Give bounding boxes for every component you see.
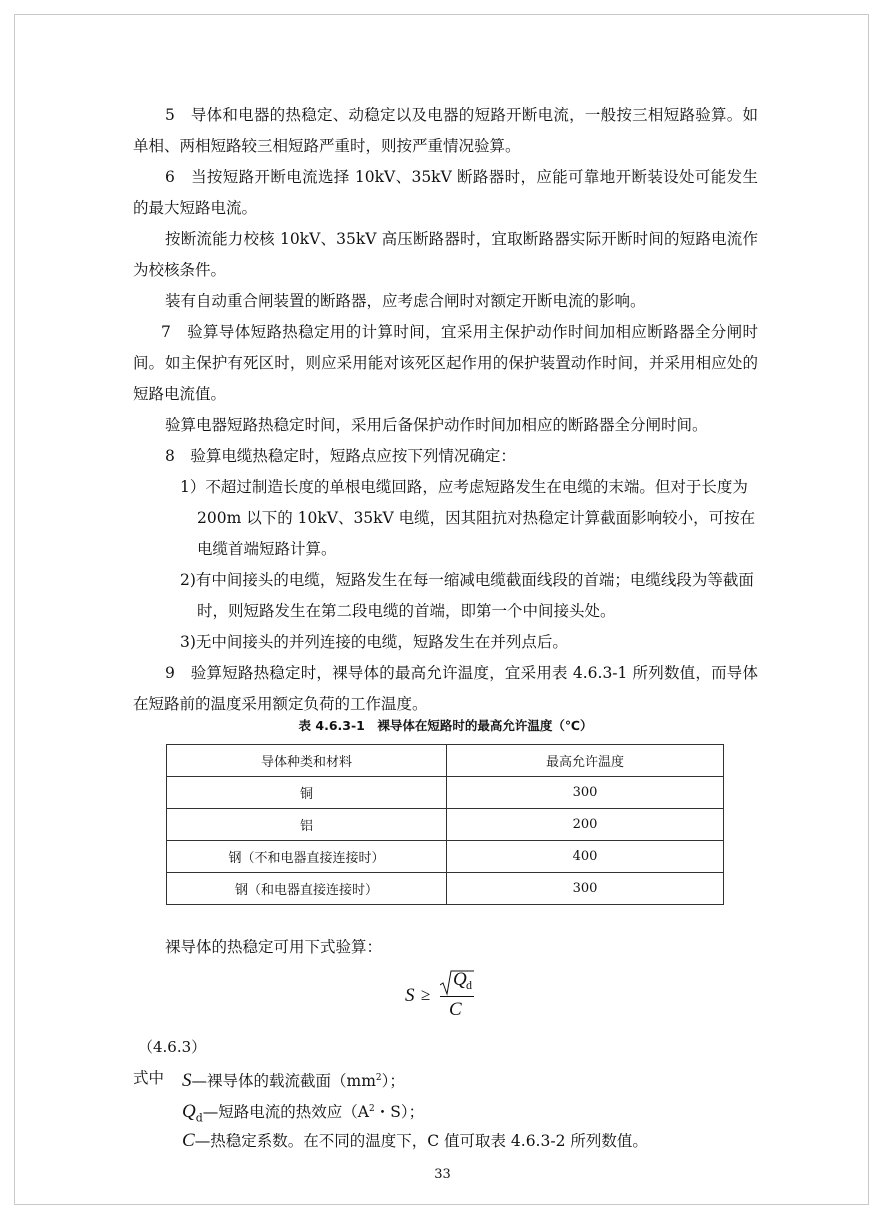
- table-row: [167, 809, 724, 841]
- definition-q-text: —短路电流的热效应（A: [202, 1103, 369, 1122]
- table-row: [167, 841, 724, 873]
- table-cell: 300: [447, 777, 724, 809]
- symbol-q-subscript: d: [195, 1111, 203, 1125]
- paragraph-9: 9 验算短路热稳定时，裸导体的最高允许温度，宜采用表 4.6.3-1 所列数值，而导体在短路前的温度采用额定负荷的工作温度。: [133, 664, 758, 713]
- paragraph-7c: 验算电器短路热稳定时间，采用后备保护动作时间加相应的断路器全分闸时间。: [165, 416, 708, 434]
- definition-s: [182, 1063, 405, 1097]
- definition-s-text: —裸导体的载流截面（mm: [191, 1072, 376, 1091]
- formula-numerator-symbol: Q: [453, 969, 467, 990]
- formula-relation: ≥: [421, 985, 431, 1004]
- page-number: 33: [434, 1167, 451, 1182]
- symbol-c: C: [182, 1130, 195, 1151]
- symbol-s: S: [182, 1070, 192, 1092]
- table-row: [167, 873, 724, 905]
- definition-c: [182, 1125, 648, 1157]
- list-item-2: 2)有中间接头的电缆，短路发生在每一缩减电缆截面线段的首端；电缆线段为等截面时，则短路发生在第二段电缆的首端，即第一个中间接头处。: [180, 571, 754, 620]
- definition-c-text: —热稳定系数。在不同的温度下，C 值可取表 4.6.3-2 所列数值。: [194, 1132, 648, 1150]
- paragraph-6b: 按断流能力校核 10kV、35kV 高压断路器时，宜取断路器实际开断时间的短路电流作为校核条件。: [133, 230, 758, 279]
- paragraph-6: 6 当按短路开断电流选择 10kV、35kV 断路器时，应能可靠地开断装设处可能发生的最大短路电流。: [133, 168, 758, 217]
- list-item-3: 3)无中间接头的并列连接的电缆，短路发生在并列点后。: [180, 633, 568, 651]
- formula-numerator: [440, 968, 474, 992]
- formula-denominator: C: [449, 999, 462, 1020]
- symbol-q: Q: [182, 1101, 196, 1123]
- equation-number: （4.6.3）: [138, 1038, 207, 1056]
- paragraph-8: 8 验算电缆热稳定时，短路点应按下列情况确定：: [165, 447, 516, 465]
- table-cell: 钢（不和电器直接连接时）: [167, 841, 447, 873]
- table-cell: 钢（和电器直接连接时）: [167, 873, 447, 905]
- paragraph-6c: 装有自动重合闸装置的断路器，应考虑合闸时对额定开断电流的影响。: [165, 292, 646, 310]
- thermal-stability-formula: [395, 966, 485, 1026]
- table-cell: 铝: [167, 809, 447, 841]
- paragraph-7: 7 验算导体短路热稳定用的计算时间，宜采用主保护动作时间加相应断路器全分闸时间。: [133, 323, 758, 372]
- list-item-1: 1）不超过制造长度的单根电缆回路，应考虑短路发生在电缆的末端。但对于长度为200m 以下的 10kV、35kV 电缆，因其阻抗对热稳定计算截面影响较小，可按在电缆首端短路计算。: [180, 478, 756, 558]
- definition-s-sup: 2: [375, 1073, 382, 1083]
- paragraph-5: 5 导体和电器的热稳定、动稳定以及电器的短路开断电流，一般按三相短路验算。如单相、两相短路较三相短路严重时，则按严重情况验算。: [133, 106, 758, 155]
- formula-numerator-subscript: d: [466, 978, 472, 992]
- temperature-table: [166, 744, 724, 905]
- table-cell: 200: [447, 809, 724, 841]
- where-label: 式中: [133, 1069, 165, 1087]
- definition-q-sup: 2: [368, 1104, 375, 1114]
- formula-lhs: S: [405, 985, 415, 1006]
- table-row: [167, 777, 724, 809]
- definition-q-tail: ・S）；: [374, 1103, 425, 1122]
- table-cell: 300: [447, 873, 724, 905]
- table-header-row: [167, 745, 724, 777]
- paragraph-7b: 如主保护有死区时，则应采用能对该死区起作用的保护装置动作时间，并采用相应处的短路电流值。: [133, 354, 758, 403]
- formula-intro: 裸导体的热稳定可用下式验算：: [165, 938, 383, 956]
- table-title: 表 4.6.3-1 裸导体在短路时的最高允许温度（℃）: [298, 718, 593, 733]
- definition-s-tail: ）；: [381, 1072, 405, 1091]
- table-cell: 铜: [167, 777, 447, 809]
- table-header-cell: 导体种类和材料: [167, 745, 447, 777]
- fraction-bar: [440, 996, 474, 997]
- table-header-cell: 最高允许温度: [447, 745, 724, 777]
- table-cell: 400: [447, 841, 724, 873]
